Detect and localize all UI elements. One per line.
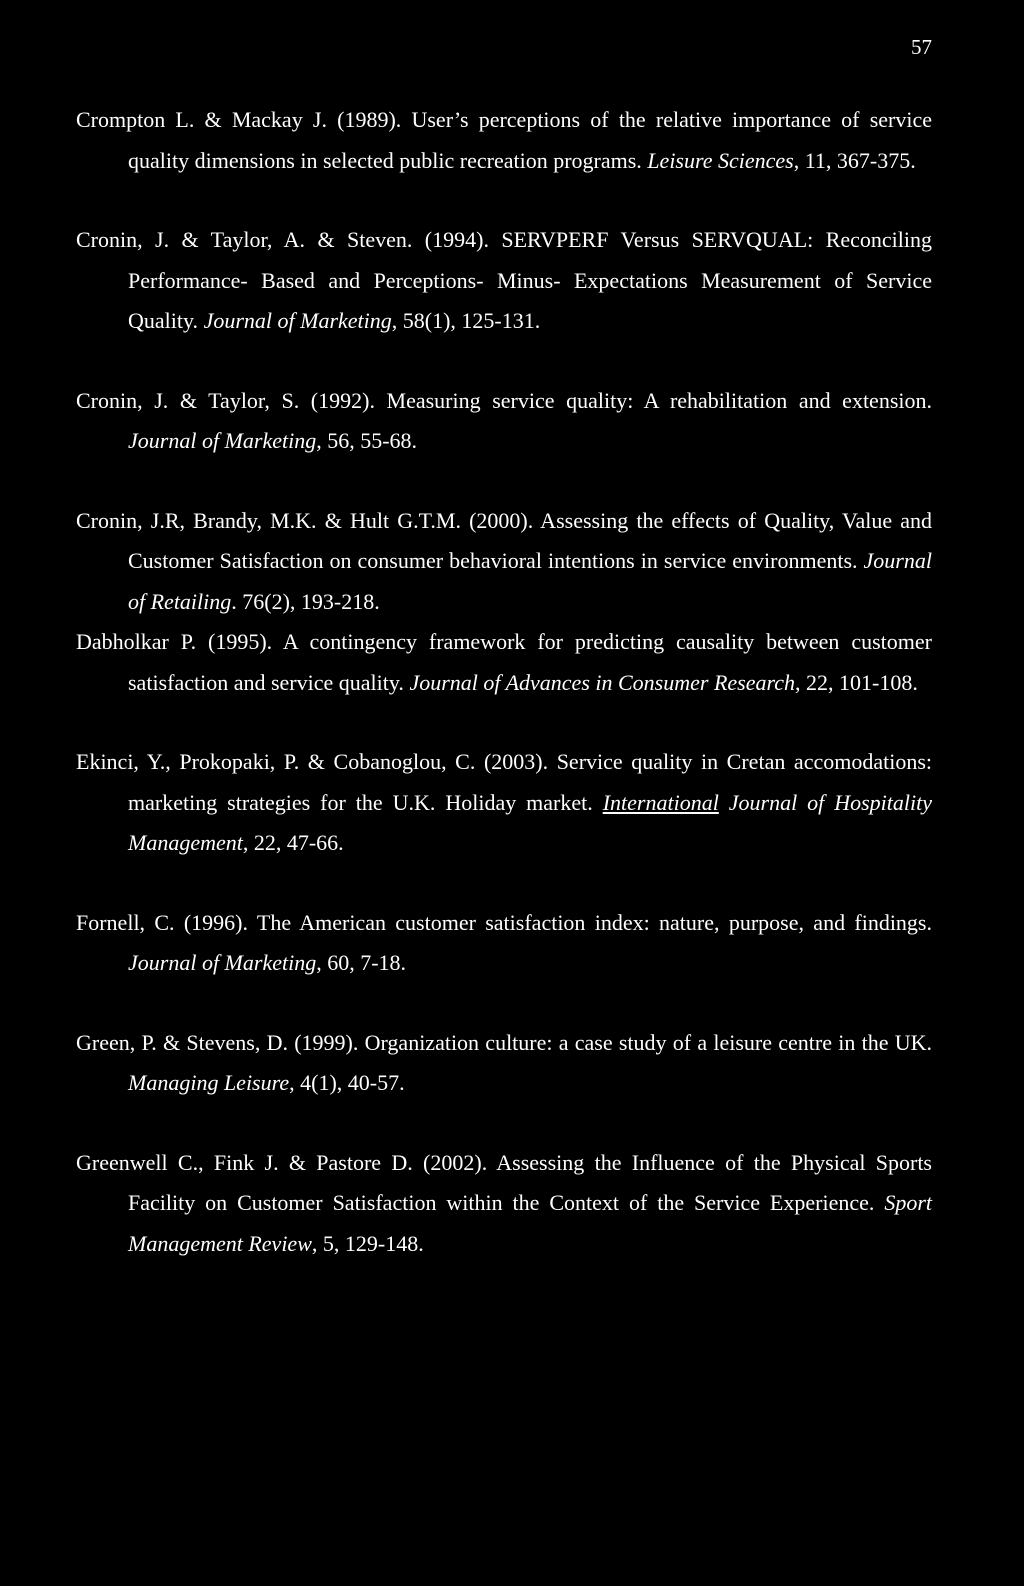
reference-ekinci-2003 [76, 742, 932, 864]
journal-title: Journal of Marketing [128, 950, 317, 975]
reference-details: , 4(1), 40-57. [289, 1070, 405, 1095]
reference-cronin-1994 [76, 220, 932, 342]
reference-text: Greenwell C., Fink J. & Pastore D. (2002). Assessing the Influence of the Physical Sports Facility on Customer Satisfaction within the Context of the Service Experience. [76, 1149, 932, 1215]
reference-details: , 56, 55-68. [316, 428, 418, 453]
reference-details: , 5, 129-148. [311, 1230, 424, 1256]
journal-title: Journal of Retailing [128, 548, 932, 614]
reference-green-1999 [76, 1023, 932, 1104]
journal-title: Journal of Hospitality Management [128, 789, 932, 855]
journal-title: Sport Management Review [128, 1190, 932, 1256]
reference-text: Cronin, J. & Taylor, A. & Steven. (1994). SERVPERF Versus SERVQUAL: Reconciling Performance- Based and Perceptions- Minus- Expectations Measurement of Service Quality. [76, 227, 932, 333]
reference-crompton-1989 [76, 100, 932, 181]
reference-text: Dabholkar P. (1995). A contingency framework for predicting causality between customer satisfaction and service quality. [76, 629, 932, 695]
reference-text: Cronin, J.R, Brandy, M.K. & Hult G.T.M. (2000). Assessing the effects of Quality, Value and Customer Satisfaction on consumer behavioral intentions in service environments. [76, 507, 932, 573]
reference-text: Ekinci, Y., Prokopaki, P. & Cobanoglou, C. (2003). Service quality in Cretan accomodations: marketing strategies for the U.K. Holiday market. [76, 749, 932, 815]
reference-cronin-2000 [76, 501, 932, 623]
journal-title: Managing Leisure [128, 1070, 290, 1095]
reference-fornell-1996 [76, 903, 932, 984]
reference-details: , 22, 47-66. [242, 830, 344, 855]
reference-details: , 22, 101-108. [795, 669, 918, 695]
reference-details: , 58(1), 125-131. [391, 308, 541, 333]
reference-text: Cronin, J. & Taylor, S. (1992). Measuring service quality: A rehabilitation and extension. [76, 387, 932, 413]
reference-text: Crompton L. & Mackay J. (1989). User’s perceptions of the relative importance of service quality dimensions in selected public recreation programs. [76, 107, 932, 173]
reference-details: , 11, 367-375. [793, 147, 916, 173]
reference-details: , 60, 7-18. [316, 950, 407, 975]
reference-details: . 76(2), 193-218. [231, 588, 380, 614]
journal-title: Journal of Advances in Consumer Research [409, 669, 795, 695]
page-number: 57 [911, 35, 932, 59]
journal-title-underlined: International [602, 789, 719, 815]
reference-greenwell-2002 [76, 1143, 932, 1265]
reference-text: Green, P. & Stevens, D. (1999). Organization culture: a case study of a leisure centre in the UK. [76, 1029, 932, 1055]
journal-title: Leisure Sciences [647, 147, 794, 173]
reference-dabholkar-1995 [76, 622, 932, 703]
reference-text: Fornell, C. (1996). The American customer satisfaction index: nature, purpose, and findings. [76, 909, 932, 935]
reference-list [76, 100, 932, 1264]
journal-title: Journal of Marketing [203, 308, 392, 333]
reference-cronin-1992 [76, 381, 932, 462]
journal-title: Journal of Marketing [128, 428, 317, 453]
